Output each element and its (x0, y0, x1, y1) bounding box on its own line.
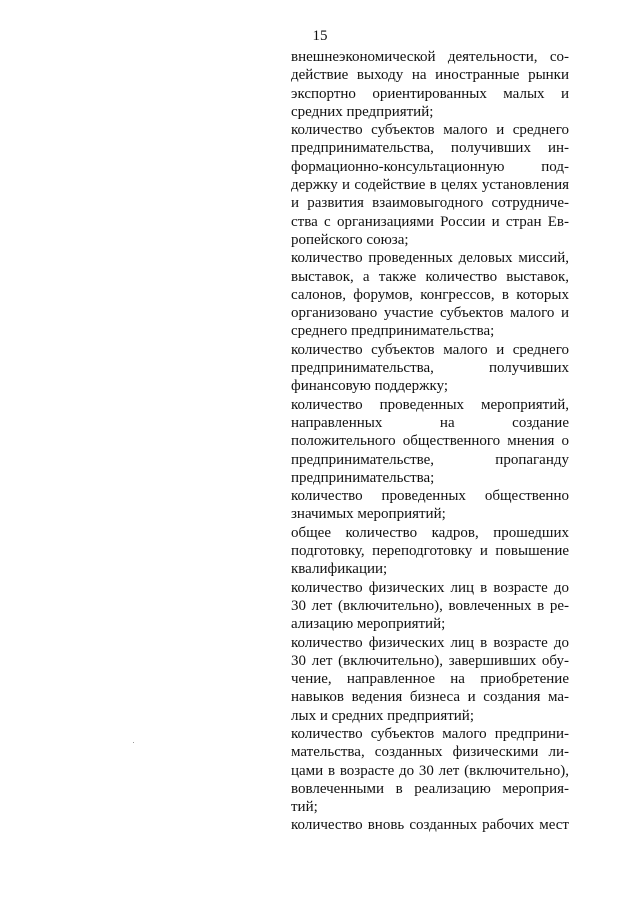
document-text-column (291, 48, 569, 835)
paragraph (291, 725, 569, 816)
text-line: навыков ведения бизнеса и создания ма- (291, 689, 569, 706)
text-line: направленных на создание (291, 414, 569, 431)
text-line: лых и средних предприятий; (291, 707, 474, 724)
paragraph (291, 48, 569, 121)
text-line: 30 лет (включительно), вовлеченных в ре- (291, 597, 569, 614)
text-line: значимых мероприятий; (291, 506, 446, 523)
text-line: внешнеэкономической деятельности, со- (291, 49, 569, 65)
text-line: количество проведенных мероприятий, (291, 396, 569, 413)
paragraph (291, 487, 569, 524)
text-line: количество физических лиц в возрасте до (291, 579, 569, 596)
text-line: предпринимательства, получивших (291, 360, 569, 377)
text-line: количество проведенных деловых миссий, (291, 250, 569, 267)
paragraph (291, 634, 569, 725)
paragraph (291, 249, 569, 340)
text-line: количество вновь созданных рабочих мест (291, 817, 569, 834)
text-line: ропейского союза; (291, 231, 409, 248)
text-line: общее количество кадров, прошедших (291, 524, 569, 541)
text-line: количество субъектов малого предприни- (291, 725, 569, 742)
text-line: цами в возрасте до 30 лет (включительно), (291, 762, 569, 779)
text-line: салонов, форумов, конгрессов, в которых (291, 286, 569, 303)
text-line: количество проведенных общественно (291, 488, 569, 505)
text-line: и развития взаимовыгодного сотрудниче- (291, 195, 569, 212)
paragraph (291, 816, 569, 834)
text-line: вовлеченными в реализацию мероприя- (291, 780, 569, 797)
text-line: финансовую поддержку; (291, 378, 449, 395)
text-line: организовано участие субъектов малого и (291, 305, 569, 322)
paragraph (291, 524, 569, 579)
paragraph (291, 396, 569, 487)
page-number: 15 (312, 28, 328, 44)
text-line: чение, направленное на приобретение (291, 671, 569, 688)
text-line: предпринимательстве, пропаганду (291, 451, 569, 468)
text-line: количество физических лиц в возрасте до (291, 634, 569, 651)
text-line: квалификации; (291, 561, 388, 578)
text-line: действие выходу на иностранные рынки (291, 67, 569, 84)
text-line: предпринимательства, получивших ин- (291, 140, 569, 157)
text-line: количество субъектов малого и среднего (291, 122, 569, 139)
text-line: выставок, а также количество выставок, (291, 268, 569, 285)
text-line: 30 лет (включительно), завершивших обу- (291, 652, 569, 669)
text-line: подготовку, переподготовку и повышение (291, 543, 569, 560)
scan-artifact-dot (133, 742, 134, 743)
text-line: экспортно ориентированных малых и (291, 85, 569, 102)
paragraph (291, 121, 569, 249)
text-line: средних предприятий; (291, 103, 434, 120)
text-line: количество субъектов малого и среднего (291, 341, 569, 358)
paragraph (291, 579, 569, 634)
text-line: ства с организациями России и стран Ев- (291, 213, 569, 230)
text-line: среднего предпринимательства; (291, 323, 495, 340)
text-line: формационно-консультационную под- (291, 158, 569, 175)
text-line: держку и содействие в целях установления (291, 177, 569, 194)
text-line: положительного общественного мнения о (291, 433, 569, 450)
paragraph (291, 341, 569, 396)
text-line: тий; (291, 799, 318, 816)
text-line: ализацию мероприятий; (291, 616, 446, 633)
text-line: мательства, созданных физическими ли- (291, 744, 569, 761)
text-line: предпринимательства; (291, 469, 435, 486)
